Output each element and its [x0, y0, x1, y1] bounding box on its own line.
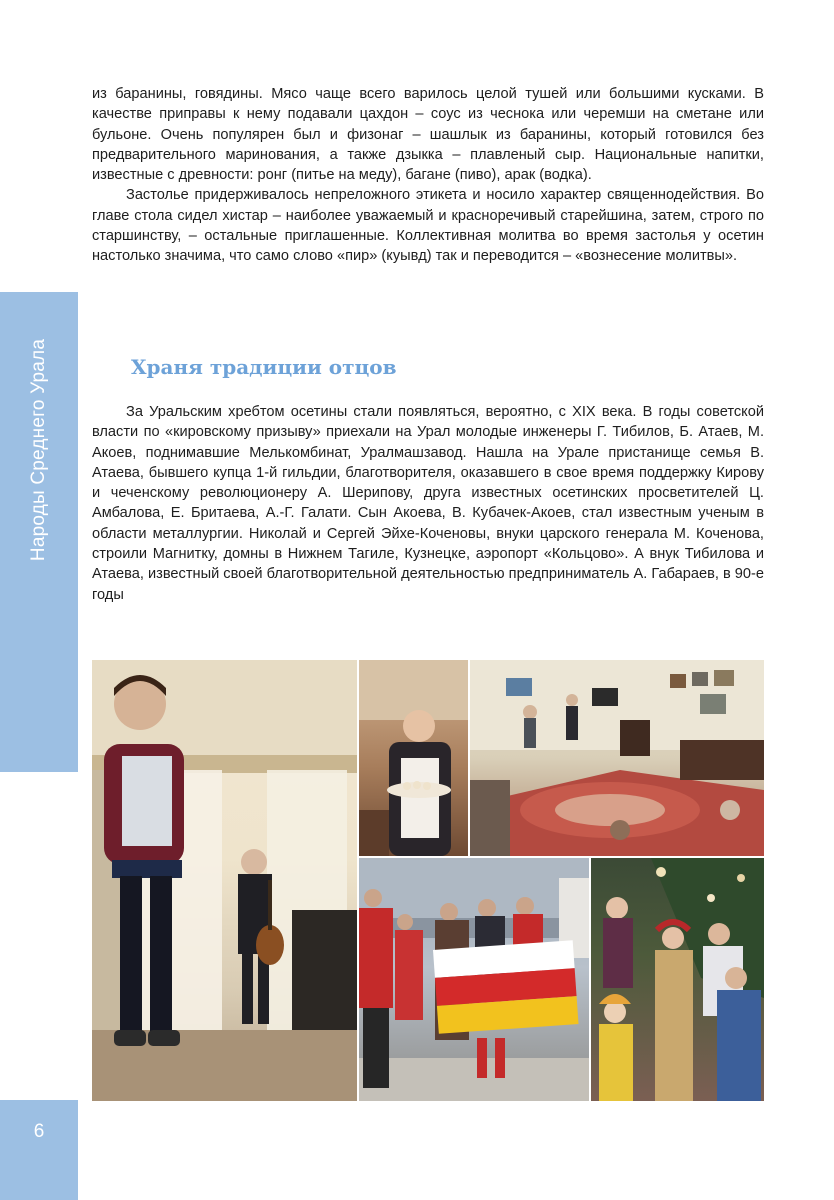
- paragraph: Застолье придерживалось непреложного этикета и носило характер священнодействия. Во главе стола сидел хистар – наиболее уважаемый и красноречивый старейшина, затем, строго по старшинству, – остальные приглашенные. Коллективная молитва во время застолья у осетин настолько значима, что само слово «пир» (куывд) так и переводится – «вознесение молитвы».: [92, 187, 764, 265]
- photo-meeting-hall: [470, 660, 764, 856]
- body-text-top: [92, 84, 764, 267]
- section-heading: Храня традиции отцов: [131, 355, 397, 379]
- photo-children-new-year: [591, 858, 764, 1101]
- body-text-section: [92, 402, 764, 605]
- paragraph: За Уральским хребтом осетины стали появляться, вероятно, с XIX века. В годы советской власти по «кировскому призыву» приехали на Урал молодые инженеры Г. Тибилов, Б. Атаев, М. Акоев, поднимавшие Мелькомбинат, Уралмашзавод. Нашла на Урале пристанище семья В. Атаева, бывшего купца 1-й гильдии, благотворителя, оказавшего в свое время поддержку Кирову и чеченскому революционеру А. Шерипову, друга известных осетинских просветителей Ц. Амбалова, Е. Бритаева, А.-Г. Галати. Сын Акоева, В. Кубачек-Акоев, стал известным ученым в области металлургии. Николай и Сергей Эйхе-Коченовы, внуки царского генерала М. Коченова, строили Магнитку, домны в Нижнем Тагиле, Кузнецке, аэропорт «Кольцово». А внук Тибилова и Атаева, известный своей благотворительной деятельностью предприниматель А. Габараев, в 90-е годы: [92, 404, 764, 603]
- page-number-band: [0, 1100, 78, 1200]
- photo-boy-with-guitarist: [92, 660, 357, 1101]
- page-number: 6: [33, 1121, 45, 1142]
- photo-group-with-flag: [359, 858, 589, 1101]
- running-title: Народы Среднего Урала: [28, 338, 49, 562]
- photo-cook: [359, 660, 468, 856]
- paragraph: из баранины, говядины. Мясо чаще всего варилось целой тушей или большими кусками. В качестве приправы к нему подавали цахдон – соус из чеснока или черемши на сметане или бульоне. Очень популярен был и физонаг – шашлык из баранины, который готовился без предварительного маринования, а также дзыкка – плавленый сыр. Национальные напитки, известные с древности: ронг (питье на меду), багане (пиво), арак (водка).: [92, 86, 764, 184]
